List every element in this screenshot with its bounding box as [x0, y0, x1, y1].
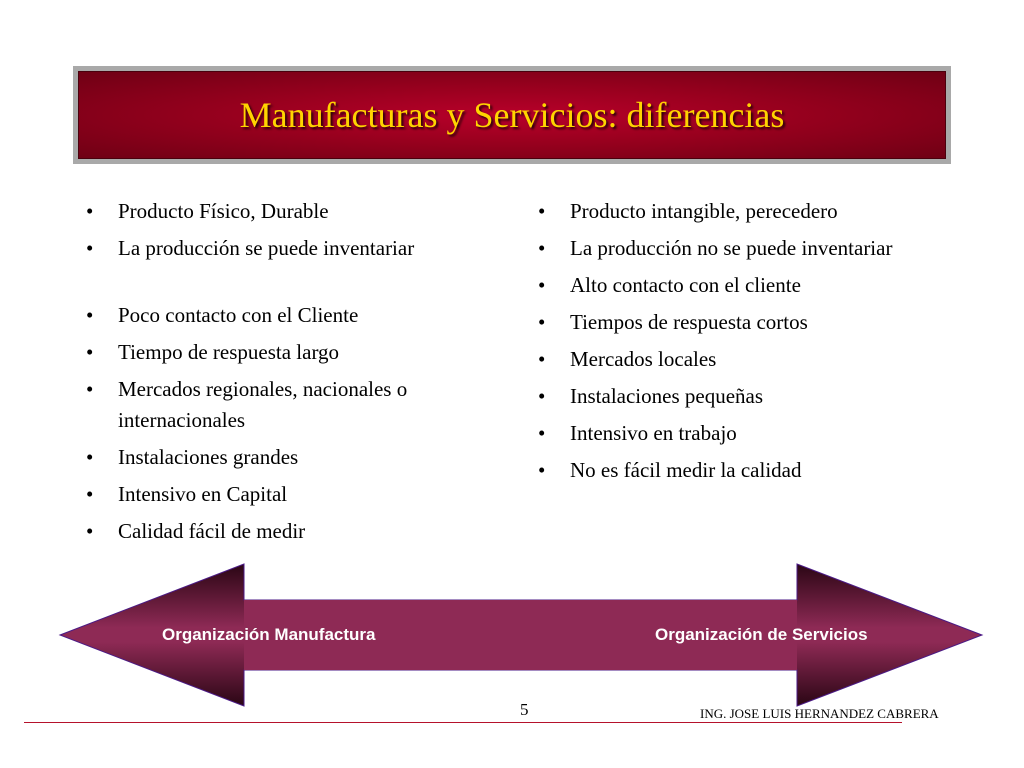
list-item: • Intensivo en Capital [76, 479, 506, 510]
manufacturing-label: Organización Manufactura [162, 625, 376, 644]
page-number: 5 [520, 700, 529, 719]
list-item: • Instalaciones pequeñas [528, 381, 928, 412]
list-item: • Calidad fácil de medir [76, 516, 506, 547]
list-item: • Mercados locales [528, 344, 928, 375]
services-label: Organización de Servicios [655, 625, 868, 644]
services-list [528, 196, 928, 492]
list-item: • Instalaciones grandes [76, 442, 506, 473]
footer-divider [24, 722, 902, 723]
title-frame [73, 66, 951, 164]
list-item: • Tiempos de respuesta cortos [528, 307, 928, 338]
author-credit: ING. JOSE LUIS HERNANDEZ CABRERA [700, 706, 939, 721]
list-item: • La producción no se puede inventariar [528, 233, 928, 264]
list-item: • Poco contacto con el Cliente [76, 300, 506, 331]
list-item: • Producto Físico, Durable [76, 196, 506, 227]
double-arrow [0, 560, 1024, 712]
list-item: • Tiempo de respuesta largo [76, 337, 506, 368]
slide-title: Manufacturas y Servicios: diferencias [239, 95, 785, 135]
list-item: • Producto intangible, perecedero [528, 196, 928, 227]
list-item: • Intensivo en trabajo [528, 418, 928, 449]
list-item: • No es fácil medir la calidad [528, 455, 928, 486]
list-item: • La producción se puede inventariar [76, 233, 506, 264]
list-item: • Alto contacto con el cliente [528, 270, 928, 301]
title-banner [78, 71, 946, 159]
list-item: • Mercados regionales, nacionales o internacionales [76, 374, 506, 436]
manufacturing-list [76, 196, 506, 553]
